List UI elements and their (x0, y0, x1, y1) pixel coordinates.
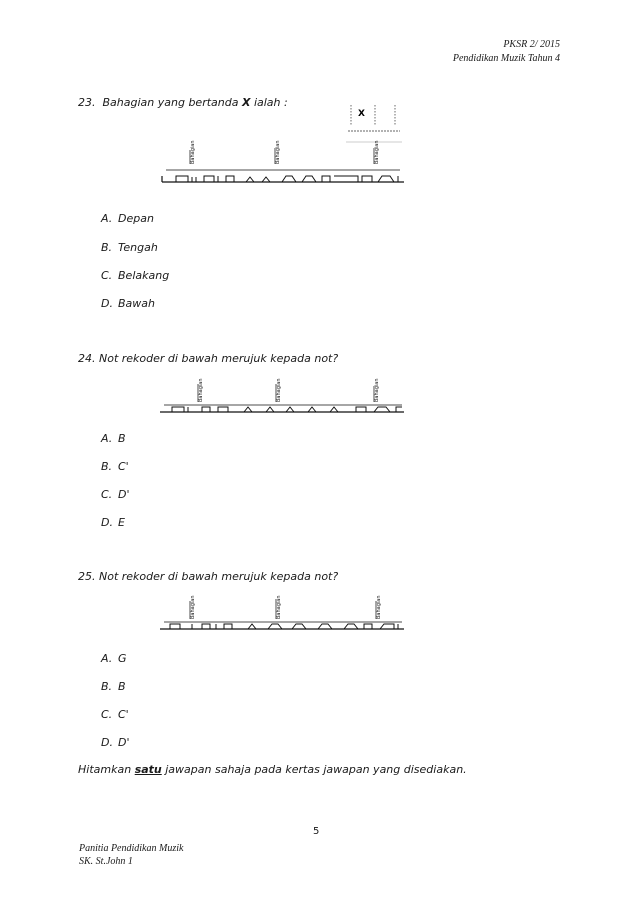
option-text: Belakang (118, 269, 170, 282)
option-letter: A. (101, 432, 113, 445)
option-letter: A. (101, 212, 113, 225)
option-letter: C. (101, 488, 113, 501)
option-text: G (118, 652, 127, 665)
option-23-a[interactable] (101, 212, 154, 225)
svg-text:Bahagian: Bahagian (198, 378, 204, 402)
option-25-a[interactable] (101, 652, 127, 665)
svg-text:Bahagian: Bahagian (276, 595, 282, 619)
option-text: D' (118, 488, 130, 501)
instruction-text-end: jawapan sahaja pada kertas jawapan yang disediakan. (161, 763, 467, 776)
option-text: B (118, 680, 126, 693)
footer-school: SK. St.John 1 (79, 856, 133, 867)
option-text: Bawah (118, 297, 155, 310)
header-subject: Pendidikan Muzik Tahun 4 (452, 53, 560, 64)
recorder-diagram-q23 (158, 100, 408, 190)
option-letter: D. (101, 297, 113, 310)
option-24-a[interactable] (101, 432, 126, 445)
recorder-diagram-q25 (158, 595, 408, 635)
svg-text:Bahagian: Bahagian (190, 595, 196, 619)
svg-text:Bahagian: Bahagian (275, 140, 281, 164)
option-text: B (118, 432, 126, 445)
footer-panel: Panitia Pendidikan Muzik (79, 843, 184, 854)
question-number: 25. (78, 570, 96, 583)
option-text: C' (118, 708, 129, 721)
option-letter: C. (101, 708, 113, 721)
option-23-d[interactable] (101, 297, 155, 310)
svg-text:Bahagian: Bahagian (190, 140, 196, 164)
answer-instruction (78, 763, 467, 776)
option-text: Tengah (118, 241, 158, 254)
option-letter: A. (101, 652, 113, 665)
option-letter: B. (101, 241, 113, 254)
option-letter: C. (101, 269, 113, 282)
svg-text:Bahagian: Bahagian (376, 595, 382, 619)
question-text-end: ialah : (250, 96, 288, 109)
svg-text:Bahagian: Bahagian (374, 140, 380, 164)
recorder-diagram-q24 (158, 378, 408, 418)
question-text: Bahagian yang bertanda (102, 96, 242, 109)
option-23-c[interactable] (101, 269, 169, 282)
question-number: 23. (78, 96, 96, 109)
page-number: 5 (313, 826, 320, 837)
question-marker: X (241, 96, 251, 109)
option-24-c[interactable] (101, 488, 130, 501)
option-letter: B. (101, 680, 113, 693)
option-text: E (118, 516, 125, 529)
option-letter: D. (101, 736, 113, 749)
svg-text:Bahagian: Bahagian (276, 378, 282, 402)
svg-text:Bahagian: Bahagian (374, 378, 380, 402)
instruction-emphasis: satu (134, 763, 162, 776)
page-footer (79, 842, 183, 868)
option-24-d[interactable] (101, 516, 125, 529)
option-text: C' (118, 460, 129, 473)
svg-text:X: X (358, 109, 365, 119)
option-text: Depan (118, 212, 154, 225)
option-25-b[interactable] (101, 680, 126, 693)
question-25 (78, 570, 338, 583)
option-text: D' (118, 736, 130, 749)
question-text: Not rekoder di bawah merujuk kepada not? (99, 352, 339, 365)
option-23-b[interactable] (101, 241, 158, 254)
question-24 (78, 352, 338, 365)
instruction-text: Hitamkan (78, 763, 135, 776)
option-25-c[interactable] (101, 708, 129, 721)
option-letter: B. (101, 460, 113, 473)
header-exam-code: PKSR 2/ 2015 (503, 39, 560, 50)
page-header (453, 38, 560, 66)
marked-section-x (346, 105, 402, 142)
question-text: Not rekoder di bawah merujuk kepada not? (99, 570, 339, 583)
option-24-b[interactable] (101, 460, 129, 473)
option-25-d[interactable] (101, 736, 130, 749)
option-letter: D. (101, 516, 113, 529)
question-number: 24. (78, 352, 96, 365)
